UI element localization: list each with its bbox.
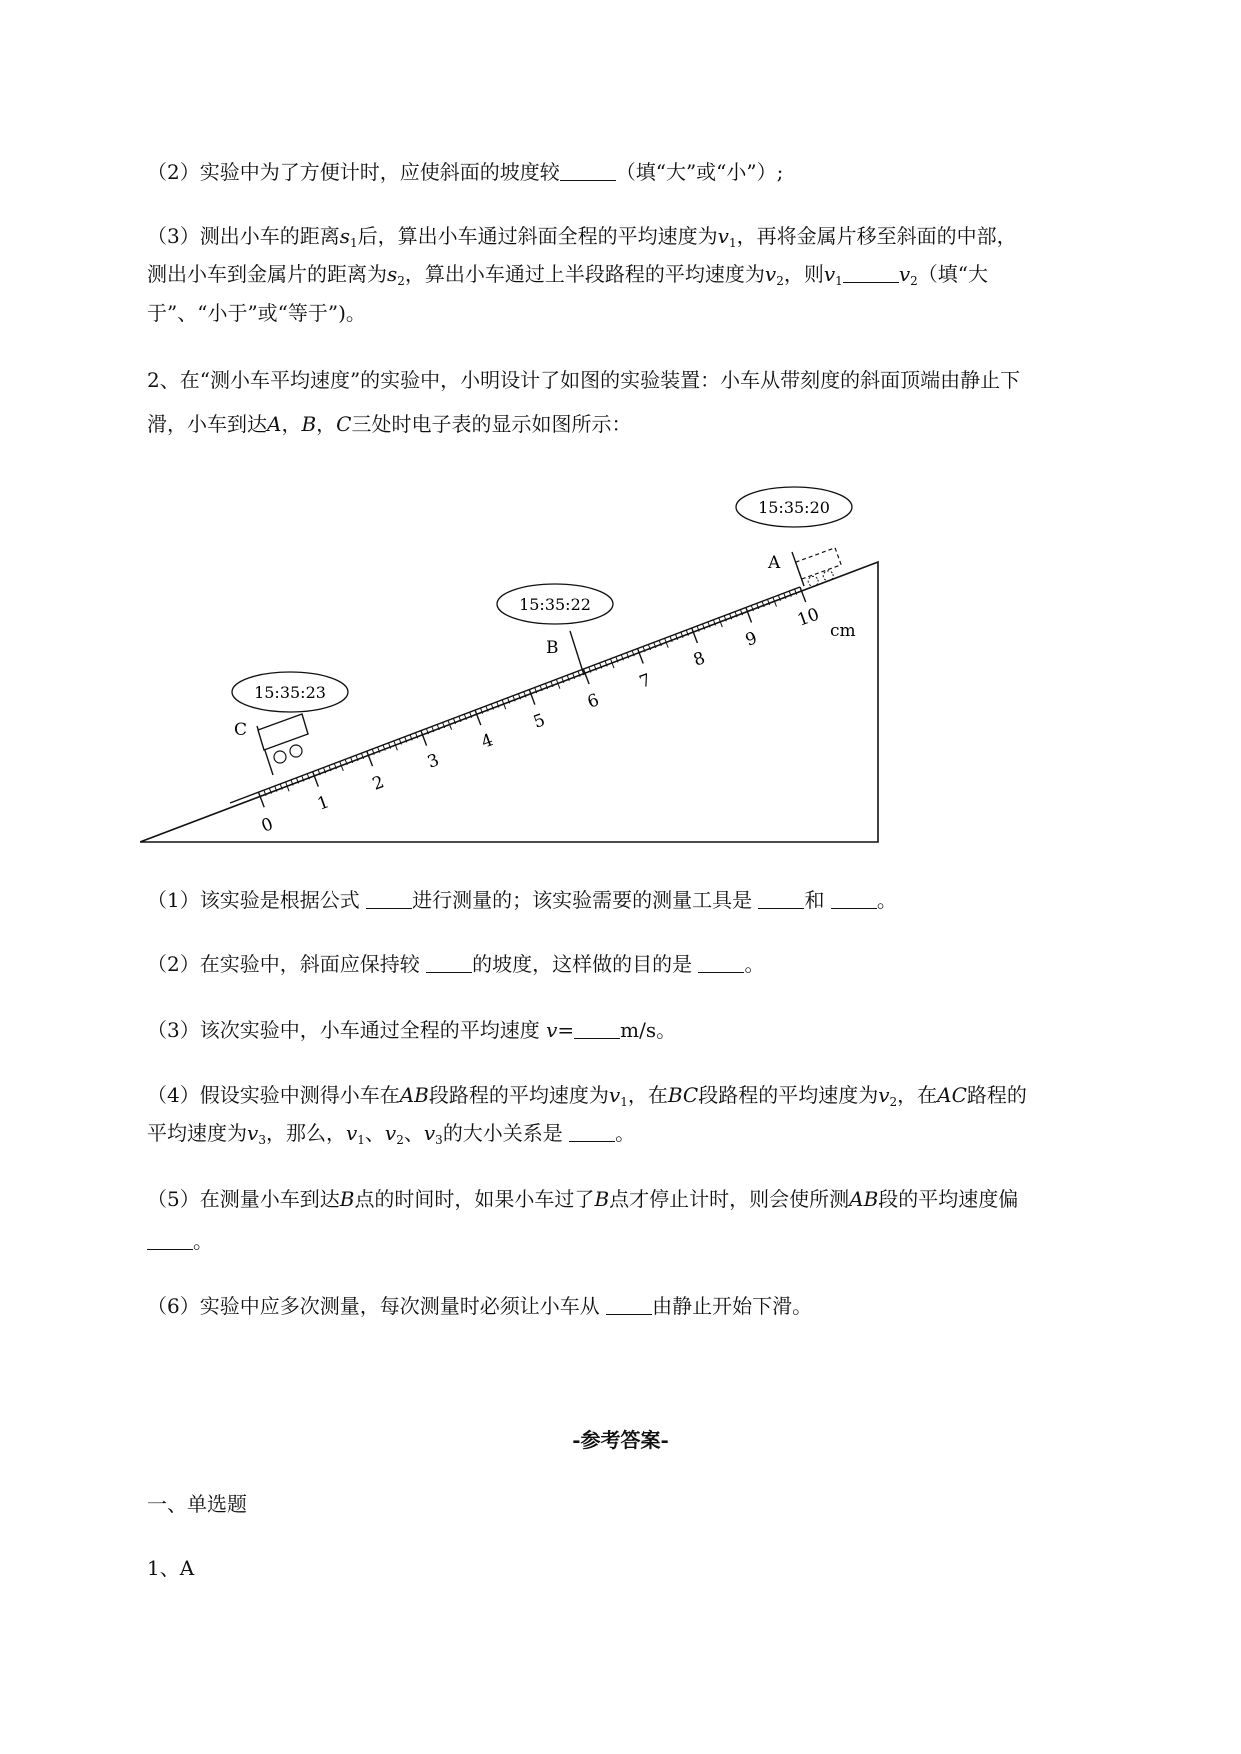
answer-blank[interactable] — [574, 1020, 620, 1039]
marker-b — [570, 631, 584, 675]
q2-part5-line2: 。 — [147, 1229, 213, 1253]
q2-part4-line2: 平均速度为$v_3$，那么，$v_1$、$v_2$、$v_3$的大小关系是 。 — [147, 1121, 636, 1147]
tick-label-4: 4 — [478, 730, 496, 753]
tick-label-9: 9 — [742, 628, 760, 651]
answer-blank[interactable] — [843, 264, 899, 283]
q1-part3-line3: 于”、“小于”或“等于”)。 — [147, 301, 366, 325]
label-c: C — [234, 720, 248, 740]
q2-part6: （6）实验中应多次测量，每次测量时必须让小车从 由静止开始下滑。 — [147, 1294, 813, 1318]
tick-label-7: 7 — [636, 670, 654, 693]
q2-part2: （2）在实验中，斜面应保持较 的坡度，这样做的目的是 。 — [147, 952, 765, 976]
answer-blank[interactable] — [758, 890, 804, 909]
tick-label-6: 6 — [584, 690, 602, 713]
q2-intro-line1: 2、在“测小车平均速度”的实验中，小明设计了如图的实验装置：小车从带刻度的斜面顶端由静止下 — [147, 368, 1021, 392]
label-b: B — [546, 638, 559, 658]
clock-b-time: 15:35:22 — [519, 595, 591, 614]
q2-intro-line2: 滑，小车到达A，B，C三处时电子表的显示如图所示： — [147, 412, 632, 436]
answer-blank[interactable] — [426, 954, 472, 973]
answers-heading: -参考答案- — [572, 1428, 669, 1452]
tick-label-10: 10 — [794, 604, 823, 631]
clock-a-time: 15:35:20 — [758, 498, 830, 517]
answer-blank[interactable] — [606, 1296, 652, 1315]
answers-section-title: 一、单选题 — [147, 1492, 247, 1516]
tick-label-1: 1 — [314, 792, 332, 815]
answer-blank[interactable] — [569, 1123, 615, 1142]
q2-part1: （1）该实验是根据公式 进行测量的；该实验需要的测量工具是 和 。 — [147, 888, 897, 912]
q1-part3-line1: （3）测出小车的距离$s_1$后，算出小车通过斜面全程的平均速度为$v_1$，再将金属片移至斜面的中部， — [147, 224, 1017, 250]
tick-label-2: 2 — [369, 772, 387, 795]
incline-diagram — [140, 470, 900, 850]
q2-part3: （3）该次实验中，小车通过全程的平均速度 v= m/s。 — [147, 1018, 677, 1042]
q1-part2: （2）实验中为了方便计时，应使斜面的坡度较 （填“大”或“小”）; — [147, 160, 784, 184]
q2-part4-line1: （4）假设实验中测得小车在AB段路程的平均速度为$v_1$，在BC段路程的平均速度为$v_2$，在AC路程的 — [147, 1083, 1027, 1109]
answer-blank[interactable] — [831, 890, 877, 909]
clock-c-time: 15:35:23 — [254, 683, 326, 702]
label-a: A — [768, 553, 781, 573]
answer-blank[interactable] — [698, 954, 744, 973]
answer-blank[interactable] — [560, 162, 616, 181]
tick-label-0: 0 — [258, 814, 276, 837]
toy-car — [258, 714, 308, 763]
answer-blank[interactable] — [147, 1231, 193, 1250]
q1-part3-line2: 测出小车到金属片的距离为$s_2$，算出小车通过上半段路程的平均速度为$v_2$，则$v_1$ $v_2$（填“大 — [147, 262, 988, 288]
tick-label-3: 3 — [424, 750, 442, 773]
answer-blank[interactable] — [366, 890, 412, 909]
unit-label: cm — [830, 621, 856, 641]
tick-label-8: 8 — [690, 648, 708, 671]
answer-item-1: 1、A — [147, 1556, 195, 1580]
q2-part5-line1: （5）在测量小车到达B点的时间时，如果小车过了B点才停止计时，则会使所测AB段的平均速度偏 — [147, 1187, 1019, 1211]
tick-label-5: 5 — [530, 710, 548, 733]
